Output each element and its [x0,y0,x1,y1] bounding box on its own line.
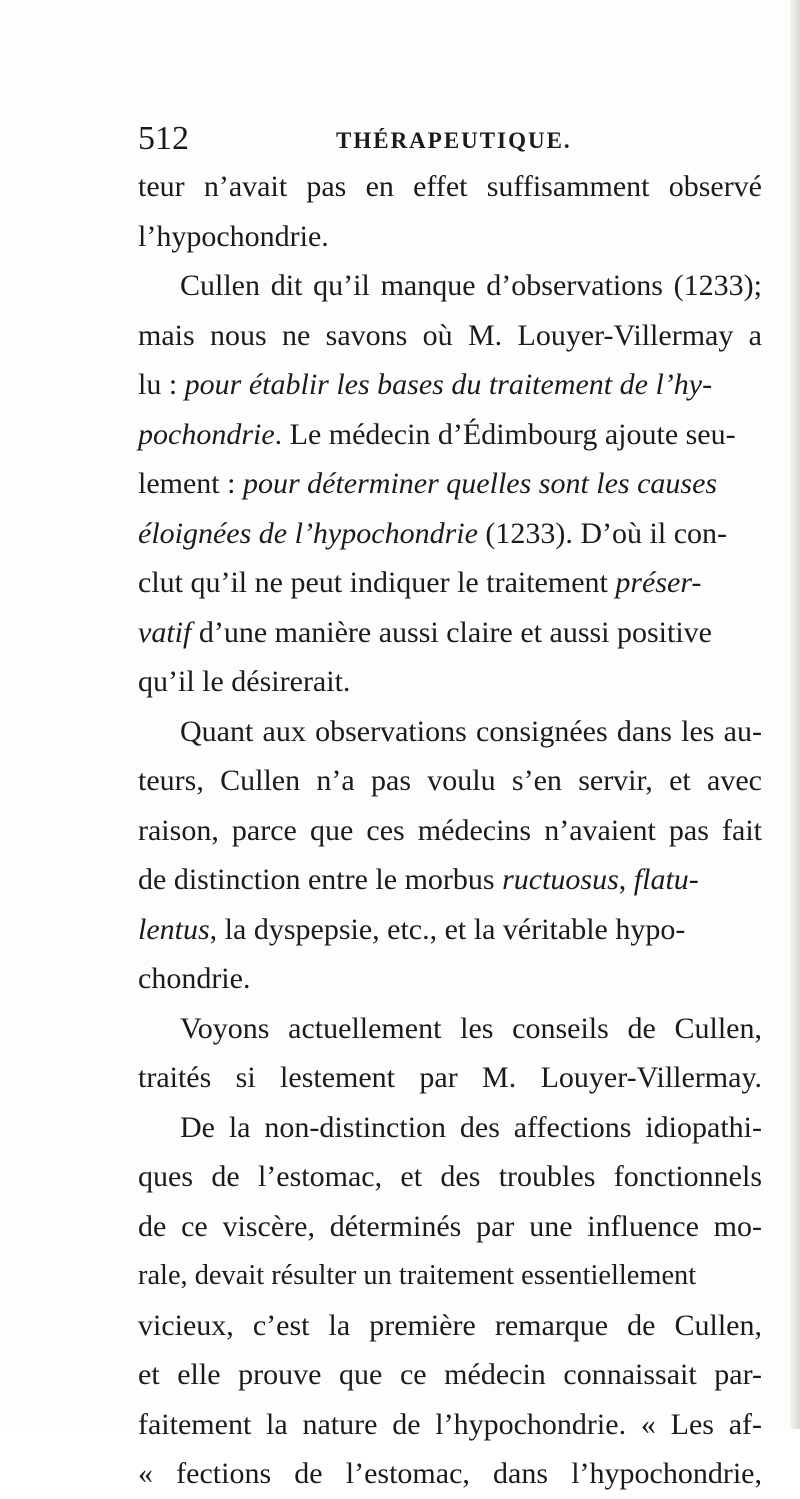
text-line: Quant aux observations consignées dans les au- [180,714,762,748]
text-line: clut qu’il ne peut indiquer le traitement préser- [138,566,702,599]
running-head [138,120,758,160]
page-edge-shadow [790,0,800,1429]
text-line: traités si lestement par M. Louyer-Villermay. [138,1061,762,1094]
text-line: et elle prouve que ce médecin connaissait par- [138,1358,762,1391]
text-line: Cullen dit qu’il manque d’observations (1233); [180,269,762,302]
text-line: l’hypochondrie. [138,219,329,253]
text-line: De la non-distinction des affections idiopathi- [180,1110,762,1144]
text-line: de distinction entre le morbus ructuosus, flatu- [138,863,699,896]
text-line: vatif d’une manière aussi claire et aussi positive [138,615,712,649]
text-line: lu : pour établir les bases du traitement de l’hy- [138,368,713,401]
page-number: 512 [138,120,189,157]
text-line: de ce viscère, déterminés par une influence mo- [138,1209,762,1243]
text-line: faitement la nature de l’hypochondrie. « Les af- [138,1407,762,1441]
text-line: lement : pour déterminer quelles sont les causes [138,467,718,500]
text-line: mais nous ne savons où M. Louyer-Villermay a [138,318,762,352]
text-line: pochondrie. Le médecin d’Édimbourg ajoute seu- [138,417,736,451]
text-line: raison, parce que ces médecins n’avaient pas fait [138,813,762,847]
text-line: ques de l’estomac, et des troubles fonctionnels [138,1160,762,1193]
text-line: Voyons actuellement les conseils de Cullen, [180,1011,762,1045]
text-line: chondrie. [138,962,251,995]
body-text [138,162,762,1499]
running-title: THÉRAPEUTIQUE. [336,128,572,153]
text-line: vicieux, c’est la première remarque de Cullen, [138,1308,762,1342]
text-line: teurs, Cullen n’a pas voulu s’en servir, et avec [138,764,762,797]
text-line: « fections de l’estomac, dans l’hypochondrie, [138,1457,762,1490]
text-line: qu’il le désirerait. [138,665,351,698]
text-line: éloignées de l’hypochondrie (1233). D’où il con- [138,516,728,550]
text-line: lentus, la dyspepsie, etc., et la véritable hypo- [138,912,686,946]
text-line: rale, devait résulter un traitement essentiellement [138,1260,697,1291]
text-line: teur n’avait pas en effet suffisamment observé [138,170,762,203]
